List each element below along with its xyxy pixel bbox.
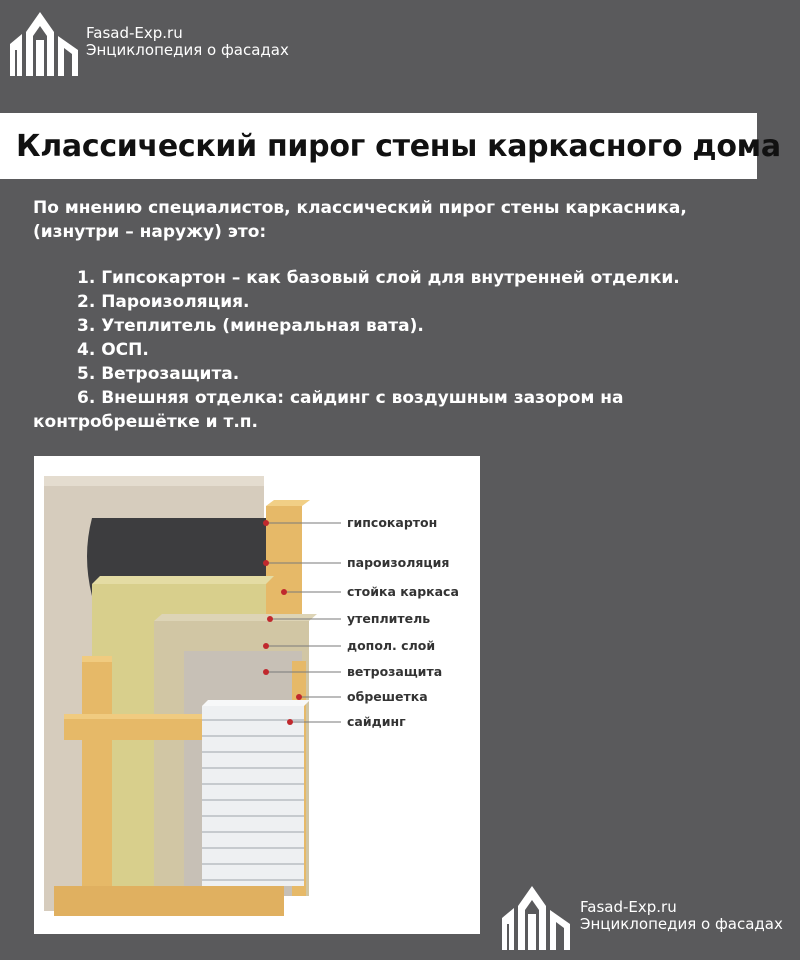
list-item: 4. ОСП. [77,340,149,360]
buildings-logo-icon [500,880,572,952]
marker-dot [287,719,293,725]
marker-dot [263,669,269,675]
marker-dot [267,616,273,622]
logo-tagline: Энциклопедия о фасадах [580,915,783,933]
list-item: 6. Внешняя отделка: сайдинг с воздушным зазором на контробрешётке и т.п. [33,388,624,432]
list-item: 3. Утеплитель (минеральная вата). [77,316,424,336]
label-batten: обрешетка [347,689,428,704]
marker-dot [263,643,269,649]
label-vapor-barrier: пароизоляция [347,555,450,570]
title-banner [0,113,781,179]
logo-tagline: Энциклопедия о фасадах [86,41,289,59]
layers-list [33,266,773,434]
logo-site-name: Fasad-Exp.ru [86,23,183,42]
label-frame-stud: стойка каркаса [347,584,459,599]
intro-text: По мнению специалистов, классический пирог стены каркасника, (изнутри – наружу) это: [33,198,687,242]
marker-dot [263,520,269,526]
siding-panel [202,700,310,886]
logo-site-name: Fasad-Exp.ru [580,897,677,916]
marker-dot [296,694,302,700]
marker-dot [281,589,287,595]
frame-stud-left [82,656,112,916]
page-title: Классический пирог стены каркасного дома [16,128,781,164]
list-item: 2. Пароизоляция. [77,292,250,312]
wall-layers-diagram [34,456,480,934]
list-item: 5. Ветрозащита. [77,364,240,384]
label-insulation: утеплитель [347,611,431,626]
marker-dot [263,560,269,566]
list-item: 1. Гипсокартон – как базовый слой для внутренней отделки. [77,268,680,288]
site-logo-bottom[interactable] [500,880,783,952]
site-logo-top[interactable] [8,6,289,78]
bottom-plate [54,886,284,916]
label-additional-layer: допол. слой [347,638,436,653]
label-siding: сайдинг [347,714,406,729]
label-windproof: ветрозащита [347,664,443,679]
label-gypsum: гипсокартон [347,515,438,530]
buildings-logo-icon [8,6,80,78]
